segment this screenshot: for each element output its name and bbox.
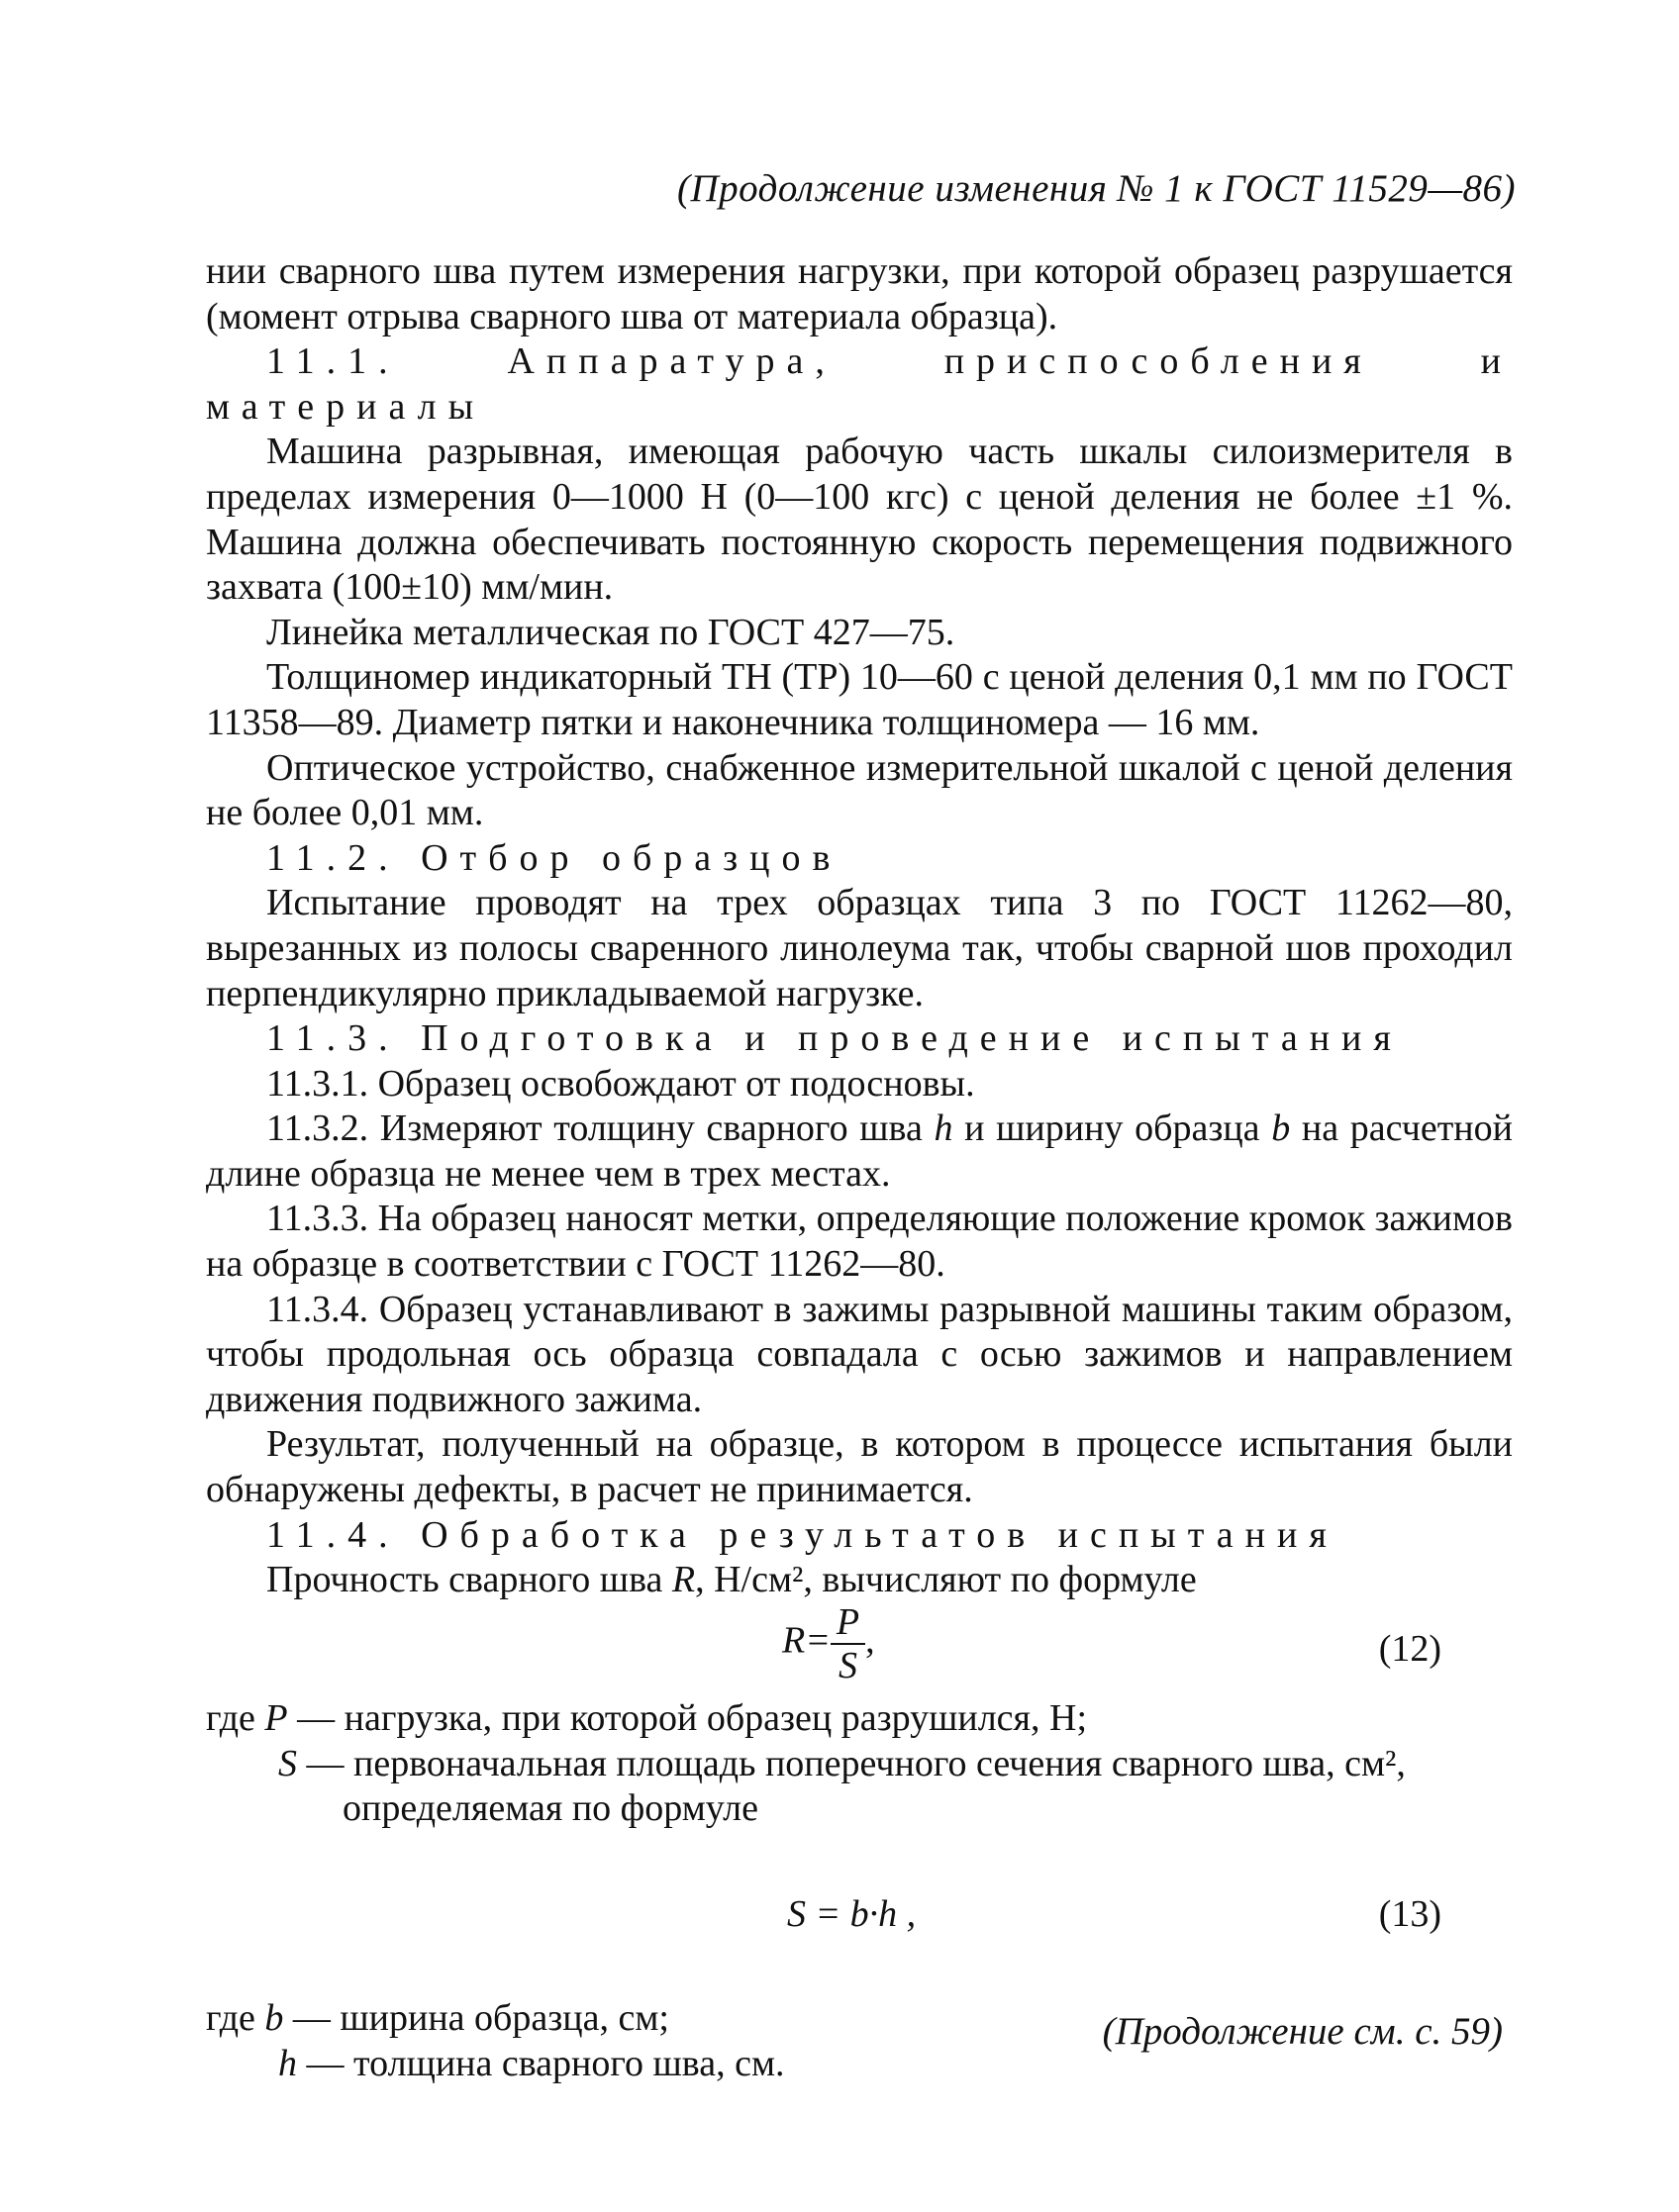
formula-13: S = b·h ,	[787, 1893, 917, 1935]
definition-text: — первоначальная площадь поперечного сечения сварного шва, см²,	[297, 1742, 1406, 1784]
text-span: на расчетной длине образца не менее чем в трех местах.	[206, 1107, 1513, 1195]
paragraph: 11.3.1. Образец освобождают от подосновы.	[266, 1062, 975, 1105]
definition-text: — нагрузка, при которой образец разрушился, Н;	[287, 1697, 1088, 1739]
paragraph: 11.3.3. На образец наносят метки, определяющие положение кромок зажимов на образце в соответствии с ГОСТ 11262—80.	[206, 1198, 1513, 1286]
formula-12	[782, 1601, 875, 1686]
text-span: Прочность сварного шва	[266, 1559, 672, 1601]
fraction-denominator: S	[838, 1645, 857, 1686]
variable-h: h	[278, 2042, 297, 2084]
variable-b: b	[1271, 1107, 1291, 1150]
where-line	[206, 1742, 1523, 1787]
paragraph: Результат, полученный на образце, в котором в процессе испытания были обнаружены дефекты, в расчет не принимается.	[206, 1423, 1513, 1511]
text-span: и ширину образца	[952, 1107, 1272, 1150]
paragraph: 11.3.4. Образец устанавливают в зажимы разрывной машины таким образом, чтобы продольная ось образца совпадала с осью зажимов и направлением движения подвижного зажима.	[206, 1288, 1513, 1420]
where-line	[206, 1696, 1523, 1742]
variable-p: P	[264, 1697, 288, 1739]
where-word: где	[206, 1997, 255, 2039]
section-heading-11-4: 11.4. Обработка результатов испытания	[266, 1513, 1338, 1556]
fraction-numerator: P	[831, 1601, 865, 1645]
paragraph: Машина разрывная, имеющая рабочую часть шкалы силоизмерителя в пределах измерения 0—1000 Н (0—100 кгс) с ценой деления не более ±1 %. Машина должна обеспечивать постоянную скорость перемещения подвижного захвата (100±10) мм/мин.	[206, 431, 1513, 609]
section-heading-11-2: 11.2. Отбор образцов	[266, 836, 842, 879]
body-text	[206, 249, 1513, 1603]
section-heading-11-3: 11.3. Подготовка и проведение испытания	[266, 1017, 1403, 1060]
paragraph: Оптическое устройство, снабженное измерительной шкалой с ценой деления не более 0,01 мм.	[206, 746, 1513, 834]
paragraph	[206, 1558, 1513, 1603]
variable-r: R	[671, 1559, 696, 1601]
paragraph: нии сварного шва путем измерения нагрузки, при которой образец разрушается (момент отрыва сварного шва от материала образца).	[206, 250, 1513, 337]
where-block-1	[206, 1696, 1523, 1832]
continuation-footer: (Продолжение см. с. 59)	[1102, 2010, 1503, 2053]
section-heading-11-1: 11.1. Аппаратура, приспособления и материалы	[206, 340, 1513, 428]
paragraph: Испытание проводят на трех образцах типа 3 по ГОСТ 11262—80, вырезанных из полосы сваренного линолеума так, чтобы сварной шов проходил перпендикулярно прикладываемой нагрузке.	[206, 882, 1513, 1014]
text-span: 11.3.2. Измеряют толщину сварного шва	[266, 1107, 935, 1150]
paragraph: Толщиномер индикаторный ТН (ТР) 10—60 с ценой деления 0,1 мм по ГОСТ 11358—89. Диаметр пятки и наконечника толщиномера — 16 мм.	[206, 656, 1513, 743]
definition-text: — ширина образца, см;	[283, 1997, 669, 2039]
equation-number-12: (12)	[1378, 1628, 1441, 1670]
paragraph: Линейка металлическая по ГОСТ 427—75.	[266, 611, 955, 653]
text-span: , Н/см², вычисляют по формуле	[695, 1559, 1197, 1601]
where-word: где	[206, 1697, 255, 1739]
formula-lhs: R=	[782, 1619, 831, 1662]
variable-b: b	[264, 1997, 284, 2039]
variable-s: S	[278, 1742, 297, 1784]
running-header: (Продолжение изменения № 1 к ГОСТ 11529—86)	[676, 167, 1516, 210]
definition-text: — толщина сварного шва, см.	[297, 2042, 785, 2084]
where-line: определяемая по формуле	[343, 1787, 758, 1830]
variable-h: h	[934, 1107, 953, 1150]
formula-comma: ,	[865, 1619, 875, 1662]
equation-number-13: (13)	[1378, 1893, 1441, 1935]
paragraph	[206, 1106, 1513, 1197]
fraction	[831, 1601, 865, 1686]
